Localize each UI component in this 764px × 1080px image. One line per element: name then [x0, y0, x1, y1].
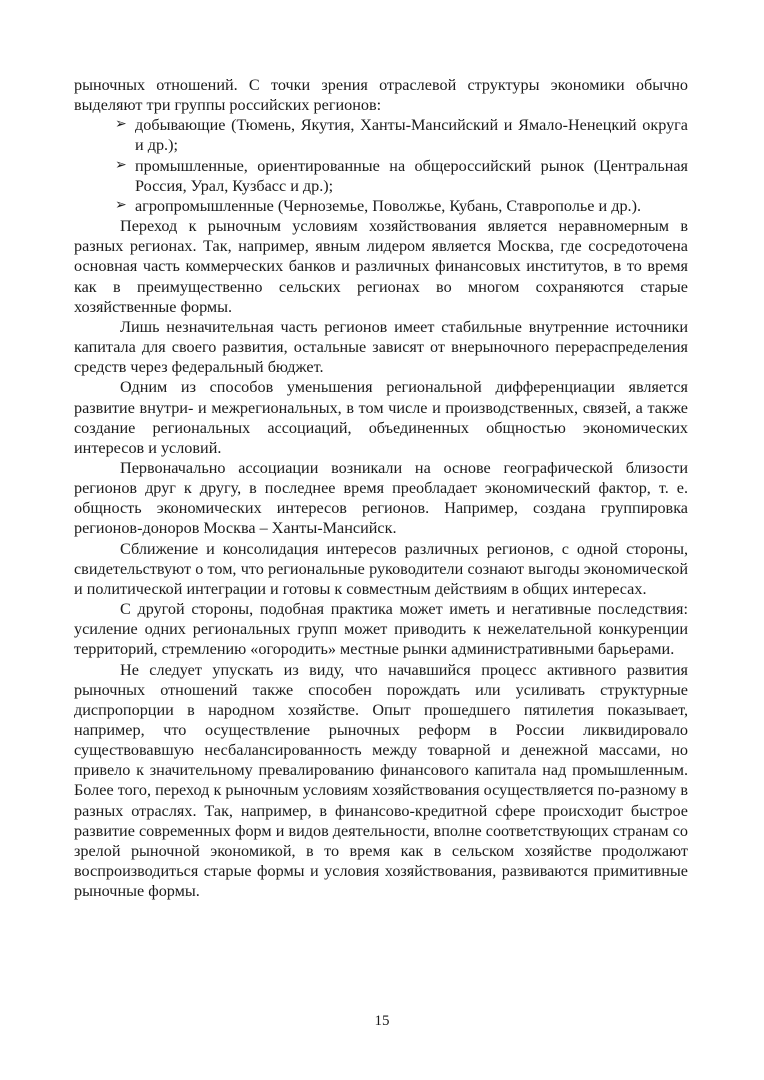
region-groups-list	[74, 115, 688, 216]
body-paragraph: Первоначально ассоциации возникали на основе географической близости регионов друг к другу, в последнее время преобладает экономический фактор, т. е. общность экономических интересов регионов. Например, создана группировка регионов-доноров Москва – Ханты-Мансийск.	[74, 458, 688, 538]
arrow-bullet-icon: ➢	[115, 197, 127, 213]
body-paragraph: С другой стороны, подобная практика может иметь и негативные последствия: усиление одних региональных групп может приводить к нежелательной конкуренции территорий, стремлению «огородить» местные рынки административными барьерами.	[74, 600, 688, 659]
page-number: 15	[374, 1013, 390, 1029]
body-paragraph: Не следует упускать из виду, что начавшийся процесс активного развития рыночных отношений также способен порождать или усиливать структурные диспропорции в народном хозяйстве. Опыт прошедшего пятилетия показывает, например, что осуществление рыночных реформ в России ликвидировало существовавшую несбалансированность между товарной и денежной массами, но привело к значительному превалированию финансового капитала над промышленным. Более того, переход к рыночным условиям хозяйствования осуществляется по-разному в разных отраслях. Так, например, в финансово-кредитной сфере происходит быстрое развитие современных форм и видов деятельности, вполне соответствующих странам со зрелой рыночной экономикой, в то время как в сельском хозяйстве продолжают воспроизводиться старые формы и условия хозяйствования, развиваются примитивные рыночные формы.	[74, 660, 688, 901]
body-paragraph: Лишь незначительная часть регионов имеет стабильные внутренние источники капитала для своего развития, остальные зависят от внерыночного перераспределения средств через федеральный бюджет.	[74, 317, 688, 377]
body-paragraph: Сближение и консолидация интересов различных регионов, с одной стороны, свидетельствуют о том, что региональные руководители сознают выгоды экономической и политической интеграции и готовы к совместным действиям в общих интересах.	[74, 539, 688, 598]
body-paragraph: Одним из способов уменьшения региональной дифференциации является развитие внутри- и межрегиональных, в том числе и производственных, связей, а также создание региональных ассоциаций, объединенных общностью экономических интересов и условий.	[74, 378, 688, 457]
list-item-text: добывающие (Тюмень, Якутия, Ханты-Мансийский и Ямало-Ненецкий округа и др.);	[135, 116, 688, 155]
list-item-text: промышленные, ориентированные на общероссийский рынок (Центральная Россия, Урал, Кузбасс и др.);	[135, 156, 688, 195]
body-paragraph: Переход к рыночным условиям хозяйствования является неравномерным в разных регионах. Так, например, явным лидером является Москва, где сосредоточена основная часть коммерческих банков и различных финансовых институтов, в то время как в преимущественно сельских регионах во многом сохраняются старые хозяйственные формы.	[74, 217, 688, 316]
intro-paragraph: рыночных отношений. С точки зрения отраслевой структуры экономики обычно выделяют три группы российских регионов:	[74, 76, 688, 115]
list-item	[74, 156, 688, 196]
list-item	[74, 196, 688, 216]
arrow-bullet-icon: ➢	[115, 157, 127, 173]
document-page	[74, 75, 688, 901]
arrow-bullet-icon: ➢	[115, 117, 127, 133]
list-item-text: агропромышленные (Черноземье, Поволжье, Кубань, Ставрополье и др.).	[135, 196, 642, 215]
list-item	[74, 115, 688, 155]
